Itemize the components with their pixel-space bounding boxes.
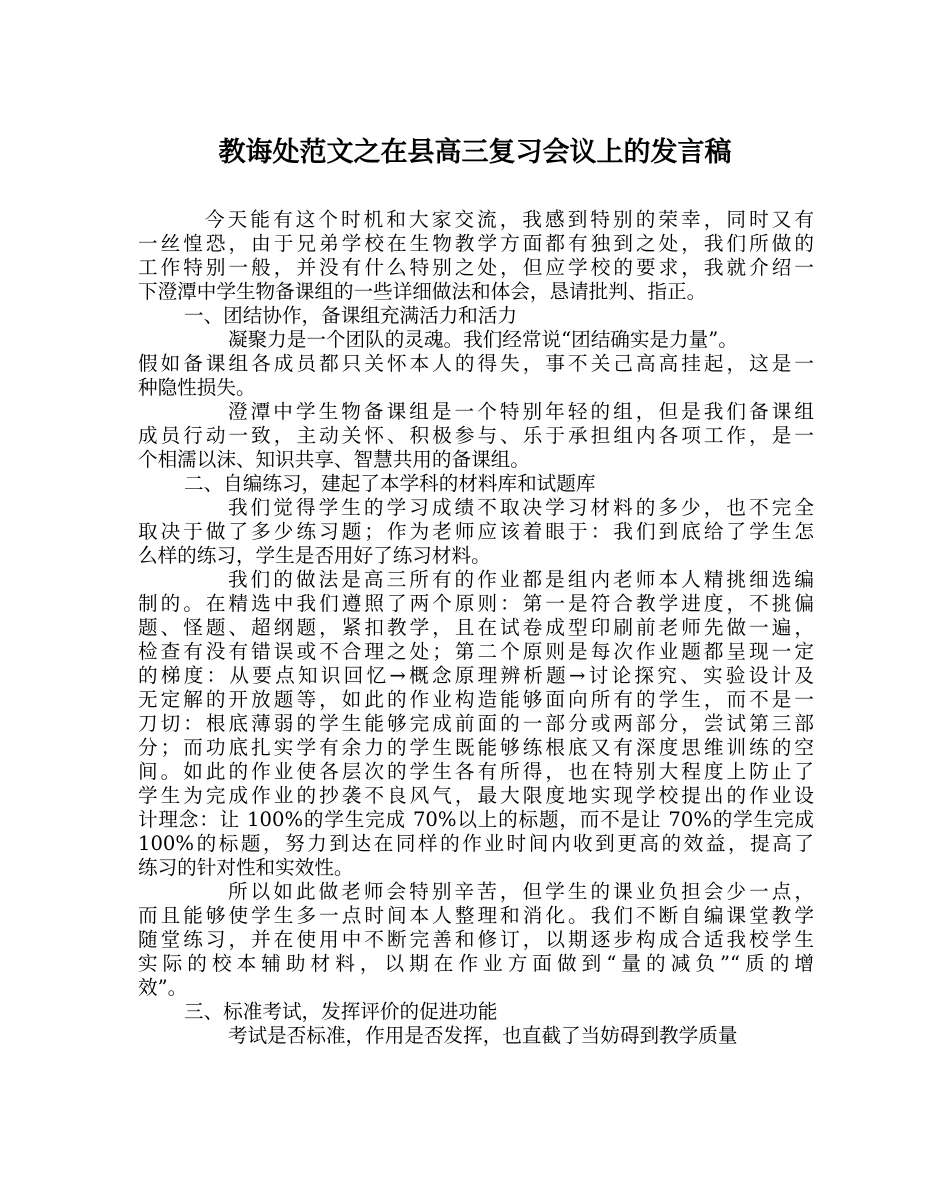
document-title: 教诲处范文之在县高三复习会议上的发言稿 (218, 137, 732, 168)
paragraph-line: 假如备课组各成员都只关怀本人的得失，事不关己高高挂起，这是一 (138, 352, 814, 375)
paragraph-line: 题、怪题、超纲题，紧扣教学，且在试卷成型印刷前老师先做一遍， (138, 616, 814, 639)
paragraph-line: 个相濡以沫、知识共享、智慧共用的备课组。 (138, 448, 530, 471)
paragraph-line: 的梯度：从要点知识回忆→概念原理辨析题→讨论探究、实验设计及 (138, 664, 814, 687)
paragraph-line: 无定解的开放题等，如此的作业构造能够面向所有的学生，而不是一 (138, 688, 814, 711)
paragraph-line: 我们的做法是高三所有的作业都是组内老师本人精挑细选编 (228, 568, 814, 591)
paragraph-line: 我们觉得学生的学习成绩不取决学习材料的多少，也不完全 (228, 496, 814, 519)
paragraph-line: 随堂练习，并在使用中不断完善和修订，以期逐步构成合适我校学生 (138, 928, 814, 951)
paragraph-line: 效”。 (138, 976, 188, 999)
paragraph-line: 种隐性损失。 (138, 376, 256, 399)
paragraph-line: 学生为完成作业的抄袭不良风气，最大限度地实现学校提出的作业设 (138, 784, 814, 807)
section-heading: 一、团结协作，备课组充满活力和活力 (184, 304, 518, 327)
paragraph-line: 凝聚力是一个团队的灵魂。我们经常说“团结确实是力量”。 (228, 328, 738, 351)
paragraph-line: 工作特别一般，并没有什么特别之处，但应学校的要求，我就介绍一 (138, 256, 814, 279)
paragraph-line: 分；而功底扎实学有余力的学生既能够练根底又有深度思维训练的空 (138, 736, 814, 759)
paragraph-line: 么样的练习，学生是否用好了练习材料。 (138, 544, 491, 567)
paragraph-line: 计理念：让 100%的学生完成 70%以上的标题，而不是让 70%的学生完成 (138, 808, 814, 831)
paragraph-line: 100%的标题，努力到达在同样的作业时间内收到更高的效益，提高了 (138, 832, 814, 855)
paragraph-line: 练习的针对性和实效性。 (138, 856, 354, 879)
paragraph-line: 一丝惶恐，由于兄弟学校在生物教学方面都有独到之处，我们所做的 (138, 232, 814, 255)
paragraph-line: 制的。在精选中我们遵照了两个原则：第一是符合教学进度，不挑偏 (138, 592, 814, 615)
paragraph-line: 澄潭中学生物备课组是一个特别年轻的组，但是我们备课组 (228, 400, 814, 423)
paragraph-line: 而且能够使学生多一点时间本人整理和消化。我们不断自编课堂教学 (138, 904, 814, 927)
paragraph-line: 考试是否标准，作用是否发挥，也直截了当妨碍到教学质量 (228, 1024, 738, 1047)
paragraph-line: 间。如此的作业使各层次的学生各有所得，也在特别大程度上防止了 (138, 760, 814, 783)
paragraph-line: 成员行动一致，主动关怀、积极参与、乐于承担组内各项工作，是一 (138, 424, 814, 447)
paragraph-line: 刀切：根底薄弱的学生能够完成前面的一部分或两部分，尝试第三部 (138, 712, 814, 735)
document-body (138, 208, 814, 1048)
paragraph-line: 今天能有这个时机和大家交流，我感到特别的荣幸，同时又有 (205, 208, 814, 231)
section-heading: 三、标准考试，发挥评价的促进功能 (184, 1000, 498, 1023)
paragraph-line: 下澄潭中学生物备课组的一些详细做法和体会，恳请批判、指正。 (138, 280, 707, 303)
paragraph-line: 取决于做了多少练习题；作为老师应该着眼于：我们到底给了学生怎 (138, 520, 814, 543)
paragraph-line: 实际的校本辅助材料，以期在作业方面做到“量的减负”“质的增 (138, 952, 814, 975)
paragraph-line: 所以如此做老师会特别辛苦，但学生的课业负担会少一点， (228, 880, 814, 903)
paragraph-line: 检查有没有错误或不合理之处；第二个原则是每次作业题都呈现一定 (138, 640, 814, 663)
section-heading: 二、自编练习，建起了本学科的材料库和试题库 (184, 472, 596, 495)
